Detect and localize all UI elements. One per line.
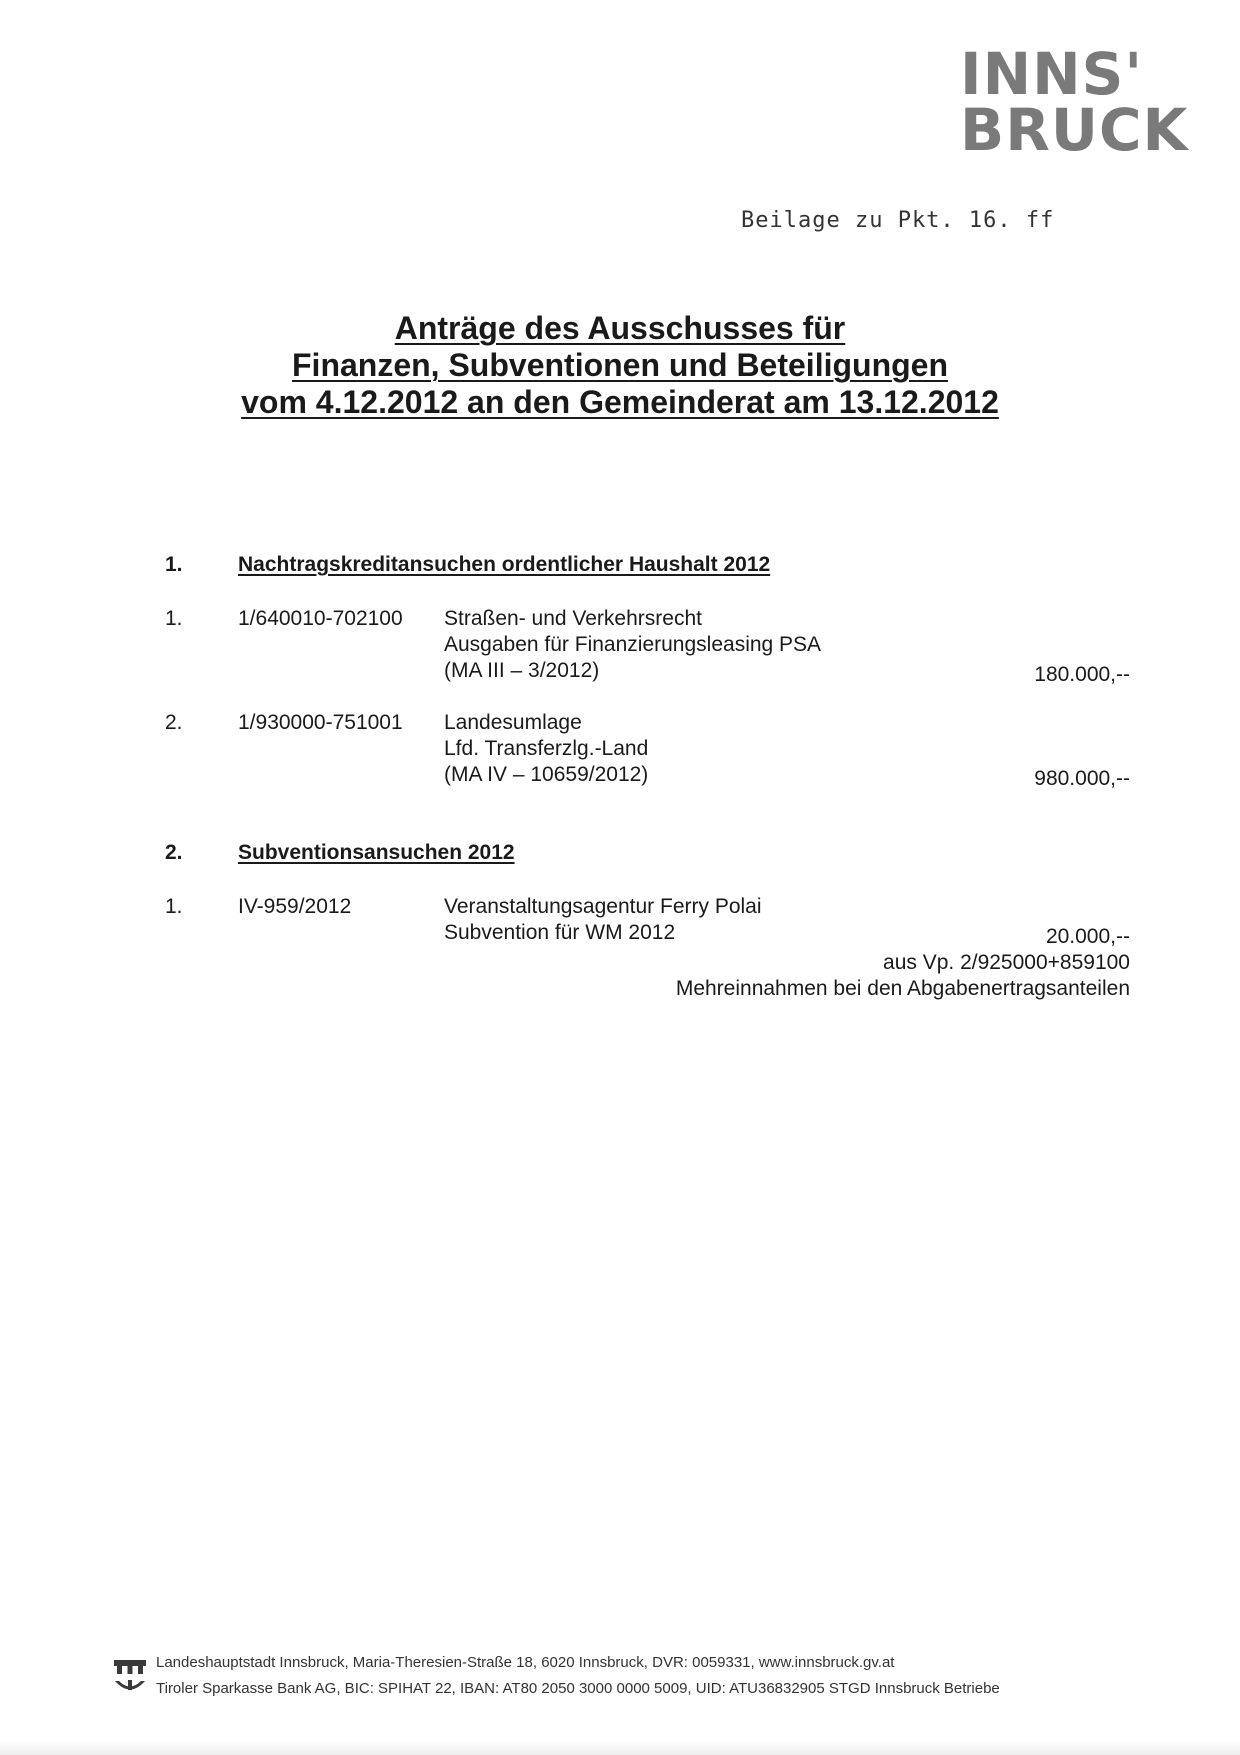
scan-edge xyxy=(0,1741,1240,1755)
section-1-item-1-desc-1: Straßen- und Verkehrsrecht xyxy=(444,607,702,630)
logo-line-1: INNS' xyxy=(960,40,1144,108)
section-1-item-1-account: 1/640010-702100 xyxy=(238,607,403,630)
title-line-3: vom 4.12.2012 an den Gemeinderat am 13.12.2012 xyxy=(241,384,999,420)
innsbruck-logo xyxy=(960,40,1189,164)
title-line-1: Anträge des Ausschusses für xyxy=(394,310,846,346)
section-2-item-1-funding-1: aus Vp. 2/925000+859100 xyxy=(883,951,1130,974)
section-2-item-1-desc-1: Veranstaltungsagentur Ferry Polai xyxy=(444,895,762,918)
section-1-item-2-desc-3: (MA IV – 10659/2012) xyxy=(444,763,649,786)
section-2-item-1-desc-2: Subvention für WM 2012 xyxy=(444,921,676,944)
section-1-heading: Nachtragskreditansuchen ordentlicher Haushalt 2012 xyxy=(238,553,771,576)
section-1-item-1-desc-2: Ausgaben für Finanzierungsleasing PSA xyxy=(444,633,822,656)
attachment-note: Beilage zu Pkt. 16. ff xyxy=(741,208,1055,233)
section-1-item-2-amount: 980.000,-- xyxy=(1034,767,1130,790)
section-1-item-1-index: 1. xyxy=(165,607,183,630)
title-line-2: Finanzen, Subventionen und Beteiligungen xyxy=(292,347,948,383)
footer-line-1: Landeshauptstadt Innsbruck, Maria-Theresien-Straße 18, 6020 Innsbruck, DVR: 0059331, www.innsbruck.gv.at xyxy=(156,1654,895,1671)
section-2-item-1-amount: 20.000,-- xyxy=(1045,925,1130,948)
logo-line-2: BRUCK xyxy=(960,96,1189,164)
footer-text xyxy=(156,1650,1000,1702)
section-1-item-2-account: 1/930000-751001 xyxy=(238,711,403,734)
footer-line-2: Tiroler Sparkasse Bank AG, BIC: SPIHAT 22, IBAN: AT80 2050 3000 0000 5009, UID: ATU36832905 STGD Innsbruck Betriebe xyxy=(156,1680,1000,1697)
section-1-item-2-index: 2. xyxy=(165,711,183,734)
section-1-item-1-desc-3: (MA III – 3/2012) xyxy=(444,659,600,682)
document-title xyxy=(0,310,1240,421)
section-1-item-1-amount: 180.000,-- xyxy=(1034,663,1130,686)
section-1-item-2-desc-2: Lfd. Transferzlg.-Land xyxy=(444,737,649,760)
section-1-number: 1. xyxy=(165,553,183,576)
section-2-item-1-index: 1. xyxy=(165,895,183,918)
section-2-item-1-funding-2: Mehreinnahmen bei den Abgabenertragsanteilen xyxy=(675,977,1130,1000)
section-2-heading: Subventionsansuchen 2012 xyxy=(238,841,515,864)
city-emblem-icon xyxy=(113,1654,147,1700)
section-2-item-1-account: IV-959/2012 xyxy=(238,895,352,918)
section-1-item-2-desc-1: Landesumlage xyxy=(444,711,582,734)
section-2-number: 2. xyxy=(165,841,183,864)
